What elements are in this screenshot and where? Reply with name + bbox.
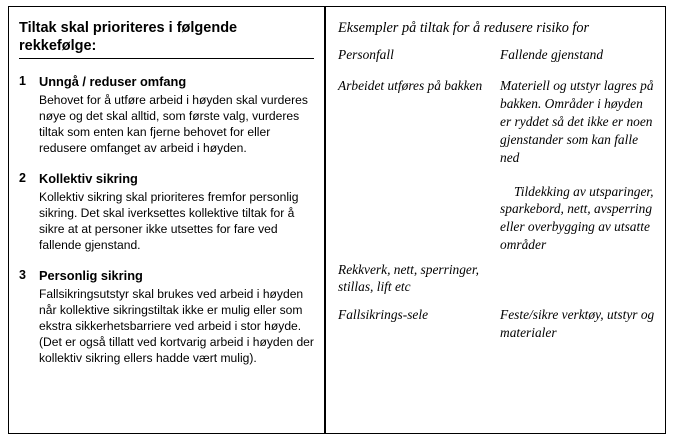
cell-fallende-gjenstand: sparkebord, nett, avsperring eller overbygging av utsatte områder — [500, 201, 653, 253]
list-item-text: Fallsikringsutstyr skal brukes ved arbeid i høyden når kollektive sikringstiltak ikke er mulig eller som ekstra sikkerhetsbarriere ved arbeid i stor høyde. (Det er også tillatt ved kortvarig arbeid i høyden der kollektiv sikring ellers hadde vært mulig). — [39, 286, 314, 366]
row-spacer — [338, 175, 492, 261]
list-item-number: 1 — [19, 74, 26, 89]
list-item-text: Behovet for å utføre arbeid i høyden skal vurderes nøye og det skal alltid, som første valg, vurderes tiltak som enten kan fjerne behovet for eller redusere omfanget av arbeid i høyden. — [39, 92, 308, 156]
cell-fallende-wrap — [500, 175, 657, 297]
column-header-personfall-wrap — [338, 46, 500, 64]
list-item-heading: Personlig sikring — [39, 268, 143, 284]
cell-personfall: Fallsikrings-sele — [338, 307, 429, 323]
table-row — [338, 175, 657, 297]
cell-personfall-wrap — [338, 77, 500, 166]
list-item — [19, 73, 314, 156]
row-spacer — [500, 175, 657, 183]
list-item-number: 3 — [19, 268, 26, 283]
cell-personfall: Arbeidet utføres på bakken — [338, 78, 483, 94]
cell-fallende-wrap — [500, 77, 657, 166]
list-item-text: Kollektiv sikring skal prioriteres fremfor personlig sikring. Det skal iverksettes kollektive tiltak for å sikre at at personer ikke utsettes for fare ved fallende gjenstand. — [39, 189, 299, 253]
left-title-wrap — [17, 17, 314, 59]
content-frame — [8, 6, 666, 434]
cell-fallende-gjenstand: Materiell og utstyr lagres på bakken. Områder i høyden er ryddet så det ikke er noen gjenstander som kan falle ned — [500, 78, 654, 165]
page-title: Tiltak skal prioriteres i følgende rekkefølge: — [19, 19, 314, 59]
cell-fallende-wrap — [500, 306, 657, 342]
list-item-heading: Kollektiv sikring — [39, 171, 138, 187]
table-row — [338, 77, 657, 166]
cell-personfall-wrap — [338, 175, 500, 297]
left-column — [9, 7, 324, 433]
right-column — [324, 7, 665, 433]
list-item-body — [39, 170, 314, 253]
table-row — [338, 306, 657, 342]
list-item — [19, 267, 314, 366]
column-header-fallende-gjenstand: Fallende gjenstand — [500, 46, 604, 62]
examples-column-headers — [338, 46, 657, 64]
examples-heading: Eksempler på tiltak for å redusere risiko for — [338, 20, 590, 36]
list-item-body — [39, 73, 314, 156]
cell-fallende-gjenstand-line1: Tildekking av utsparinger, — [514, 183, 654, 199]
list-item-body — [39, 267, 314, 366]
list-item-heading: Unngå / reduser omfang — [39, 74, 187, 90]
cell-fallende-gjenstand: Feste/sikre verktøy, utstyr og materialer — [500, 307, 655, 341]
column-header-personfall: Personfall — [338, 46, 394, 62]
cell-personfall: Rekkverk, nett, sperringer, stillas, lift etc — [338, 261, 479, 295]
column-header-fallende-wrap — [500, 46, 657, 64]
list-item-number: 2 — [19, 171, 26, 186]
cell-personfall-wrap — [338, 306, 500, 342]
list-item — [19, 170, 314, 253]
